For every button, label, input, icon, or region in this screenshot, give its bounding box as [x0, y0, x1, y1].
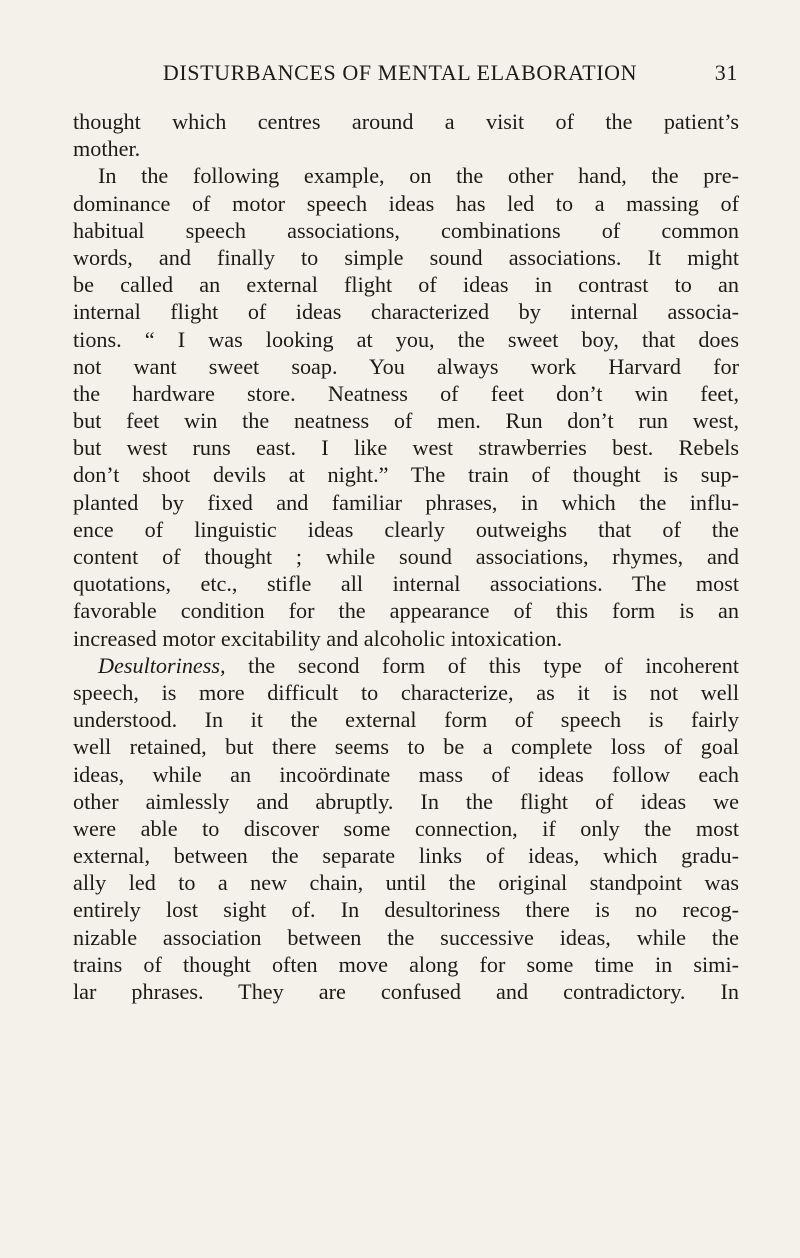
text-line: planted by fixed and familiar phrases, in which the influ-: [73, 489, 739, 515]
text-line: In the following example, on the other hand, the pre-: [98, 163, 739, 189]
running-head: [145, 60, 738, 90]
text-line: not want sweet soap. You always work Harvard for: [73, 353, 739, 379]
text-line: ence of linguistic ideas clearly outweighs that of the: [73, 516, 739, 542]
text-line: dominance of motor speech ideas has led to a massing of: [73, 190, 739, 216]
text-line: [73, 652, 739, 679]
text-line: thought which centres around a visit of the patient’s: [73, 109, 739, 134]
text-line: ideas, while an incoördinate mass of ideas follow each: [73, 761, 739, 787]
text-line: trains of thought often move along for some time in simi-: [73, 951, 739, 977]
text-line: words, and finally to simple sound associations. It might: [73, 244, 739, 270]
text-line: be called an external flight of ideas in contrast to an: [73, 272, 739, 298]
text-line: ally led to a new chain, until the original standpoint was: [73, 870, 739, 896]
text-line: entirely lost sight of. In desultoriness there is no recog-: [73, 897, 739, 923]
text-line: favorable condition for the appearance of this form is an: [73, 598, 739, 624]
text-line: but west runs east. I like west strawberries best. Rebels: [73, 435, 739, 461]
line-text: the second form of this type of incoherent: [225, 652, 739, 678]
text-line: don’t shoot devils at night.” The train of thought is sup-: [73, 462, 739, 488]
italic-term: Desultoriness,: [98, 652, 226, 678]
text-line: other aimlessly and abruptly. In the flight of ideas we: [73, 788, 739, 814]
text-line: increased motor excitability and alcoholic intoxication.: [73, 625, 563, 651]
text-line: but feet win the neatness of men. Run don’t run west,: [73, 408, 739, 434]
text-line: understood. In it the external form of speech is fairly: [73, 707, 739, 733]
text-line: speech, is more difficult to characterize, as it is not well: [73, 679, 739, 705]
text-line: were able to discover some connection, if only the most: [73, 815, 739, 841]
text-line: content of thought ; while sound associations, rhymes, and: [73, 544, 739, 569]
body-text: [73, 108, 739, 1005]
running-head-title: DISTURBANCES OF MENTAL ELABORATION: [162, 60, 638, 85]
text-line: the hardware store. Neatness of feet don’t win feet,: [73, 380, 739, 406]
text-line: well retained, but there seems to be a complete loss of goal: [73, 734, 739, 760]
text-line: external, between the separate links of ideas, which gradu-: [73, 843, 739, 869]
text-line: tions. “ I was looking at you, the sweet boy, that does: [73, 326, 739, 352]
text-line: internal flight of ideas characterized by internal associa-: [73, 299, 739, 325]
text-line: quotations, etc., stifle all internal associations. The most: [73, 571, 739, 597]
page-number: 31: [714, 60, 738, 85]
text-line: mother.: [73, 136, 141, 162]
text-line: habitual speech associations, combinations of common: [73, 217, 739, 243]
text-line: lar phrases. They are confused and contradictory. In: [73, 979, 739, 1004]
text-line: nizable association between the successive ideas, while the: [73, 924, 739, 950]
